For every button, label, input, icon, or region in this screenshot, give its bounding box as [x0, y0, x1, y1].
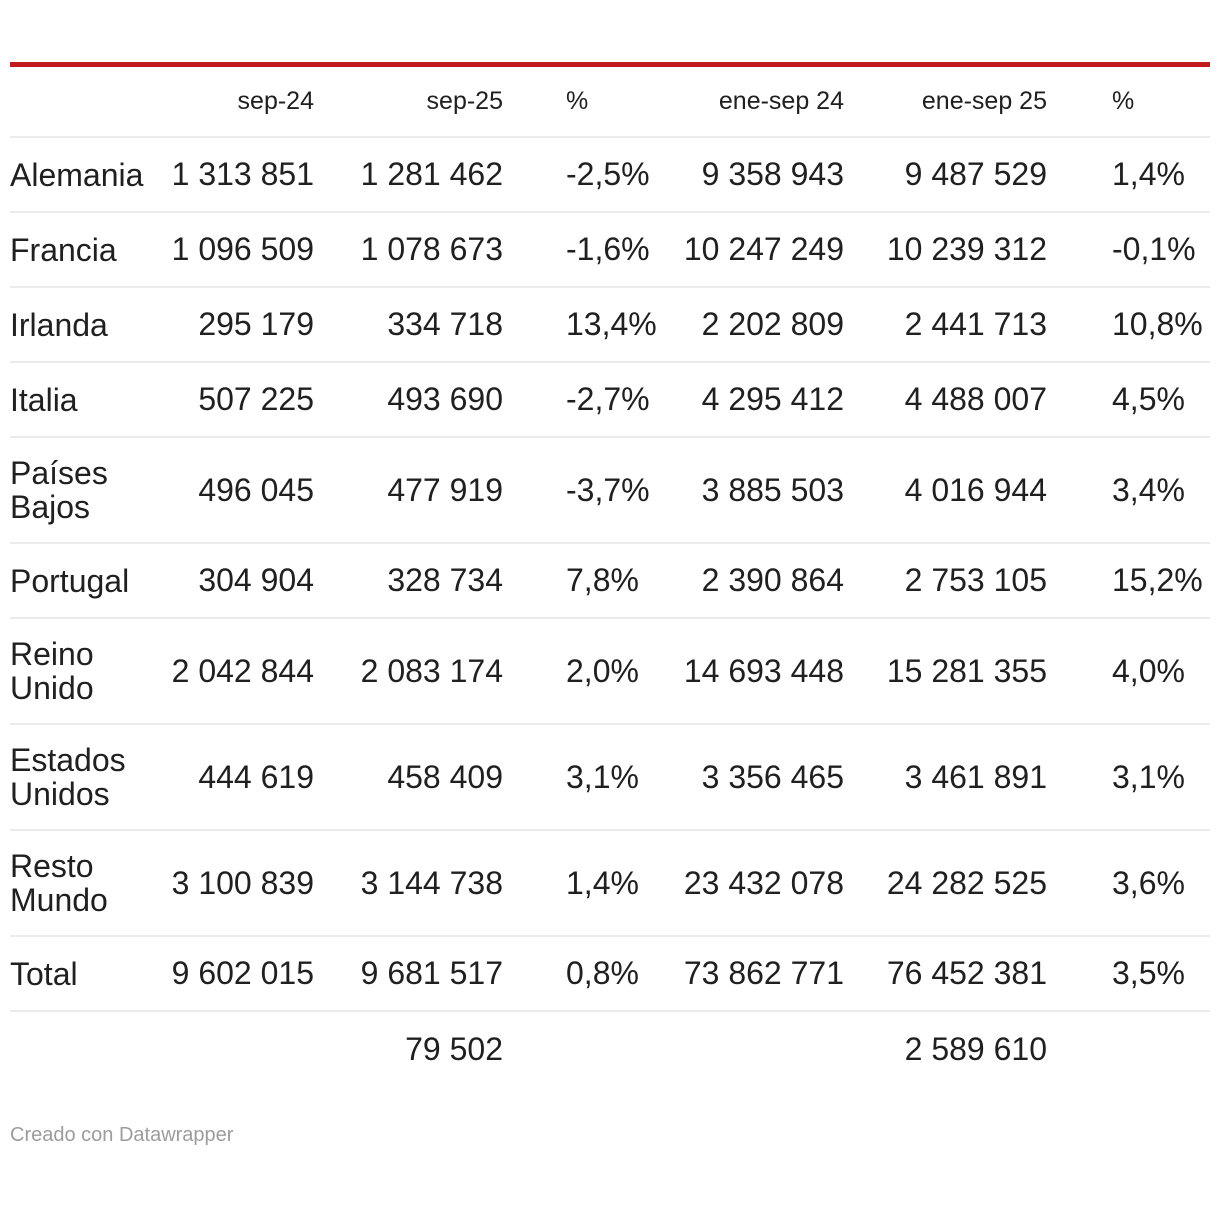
row-label: Italia	[10, 362, 170, 437]
row-label: Resto Mundo	[10, 830, 170, 936]
percent-cell: -0,1%	[1047, 212, 1210, 287]
percent-cell: 7,8%	[503, 543, 660, 618]
table-row	[10, 543, 1210, 618]
row-label: Portugal	[10, 543, 170, 618]
table-row	[10, 830, 1210, 936]
percent-cell: 3,1%	[1047, 724, 1210, 830]
table-row	[10, 287, 1210, 362]
percent-cell: 15,2%	[1047, 543, 1210, 618]
value-cell: 507 225	[170, 362, 314, 437]
percent-cell: 2,0%	[503, 618, 660, 724]
value-cell: 295 179	[170, 287, 314, 362]
row-label: Francia	[10, 212, 170, 287]
value-cell: 9 681 517	[314, 936, 503, 1011]
value-cell: 334 718	[314, 287, 503, 362]
value-cell: 328 734	[314, 543, 503, 618]
table-row	[10, 437, 1210, 543]
value-cell: 2 441 713	[844, 287, 1047, 362]
percent-cell: 3,4%	[1047, 437, 1210, 543]
row-label: Irlanda	[10, 287, 170, 362]
table-container	[0, 62, 1220, 1086]
value-cell: 304 904	[170, 543, 314, 618]
row-label: Reino Unido	[10, 618, 170, 724]
percent-cell: 0,8%	[503, 936, 660, 1011]
value-cell: 2 083 174	[314, 618, 503, 724]
percent-cell: 1,4%	[503, 830, 660, 936]
percent-cell: 10,8%	[1047, 287, 1210, 362]
value-cell: 4 295 412	[660, 362, 844, 437]
column-header: ene-sep 24	[660, 67, 844, 137]
value-cell: 3 885 503	[660, 437, 844, 543]
column-header: ene-sep 25	[844, 67, 1047, 137]
value-cell: 9 487 529	[904, 156, 1047, 192]
header-row	[10, 67, 1210, 137]
value-cell: 14 693 448	[660, 618, 844, 724]
value-cell: 2 589 610	[844, 1011, 1047, 1086]
value-cell: 9 358 943	[701, 156, 844, 192]
value-cell: 2 753 105	[844, 543, 1047, 618]
table-row	[10, 362, 1210, 437]
column-header	[10, 67, 170, 137]
percent-cell: -2,5%	[566, 156, 650, 192]
row-label	[10, 1011, 170, 1086]
value-cell: 493 690	[314, 362, 503, 437]
value-cell: 73 862 771	[660, 936, 844, 1011]
percent-cell: 1,4%	[1112, 156, 1185, 192]
table-row	[10, 137, 1210, 212]
row-label: Países Bajos	[10, 437, 170, 543]
data-table	[10, 67, 1210, 1086]
value-cell: 1 096 509	[170, 212, 314, 287]
value-cell: 10 239 312	[844, 212, 1047, 287]
value-cell: 15 281 355	[844, 618, 1047, 724]
row-label: Estados Unidos	[10, 724, 170, 830]
percent-cell: -1,6%	[503, 212, 660, 287]
value-cell: 76 452 381	[844, 936, 1047, 1011]
value-cell: 444 619	[170, 724, 314, 830]
percent-cell	[503, 1011, 660, 1086]
value-cell: 2 042 844	[170, 618, 314, 724]
percent-cell: -2,7%	[503, 362, 660, 437]
percent-cell: -3,7%	[503, 437, 660, 543]
value-cell: 79 502	[314, 1011, 503, 1086]
value-cell: 477 919	[314, 437, 503, 543]
percent-cell	[1047, 1011, 1210, 1086]
value-cell: 1 313 851	[171, 156, 314, 192]
datawrapper-credit-link[interactable]: Creado con Datawrapper	[10, 1124, 234, 1146]
percent-cell: 3,6%	[1047, 830, 1210, 936]
percent-cell: 4,5%	[1047, 362, 1210, 437]
column-header: sep-24	[170, 67, 314, 137]
value-cell: 10 247 249	[660, 212, 844, 287]
value-cell: 496 045	[170, 437, 314, 543]
column-header: sep-25	[314, 67, 503, 137]
table-row	[10, 724, 1210, 830]
value-cell: 3 356 465	[660, 724, 844, 830]
value-cell: 3 461 891	[844, 724, 1047, 830]
value-cell: 3 100 839	[170, 830, 314, 936]
table-row	[10, 1011, 1210, 1086]
column-header: %	[1047, 67, 1210, 137]
value-cell: 1 078 673	[314, 212, 503, 287]
value-cell: 4 016 944	[844, 437, 1047, 543]
value-cell	[170, 1011, 314, 1086]
value-cell: 9 602 015	[170, 936, 314, 1011]
percent-cell: 13,4%	[503, 287, 660, 362]
value-cell: 1 281 462	[360, 156, 503, 192]
value-cell: 3 144 738	[314, 830, 503, 936]
value-cell: 2 390 864	[660, 543, 844, 618]
percent-cell: 3,1%	[503, 724, 660, 830]
percent-cell: 4,0%	[1047, 618, 1210, 724]
table-row	[10, 618, 1210, 724]
percent-cell: 3,5%	[1047, 936, 1210, 1011]
value-cell	[660, 1011, 844, 1086]
table-row-total	[10, 936, 1210, 1011]
column-header: %	[503, 67, 660, 137]
row-label: Alemania	[10, 156, 144, 193]
value-cell: 4 488 007	[844, 362, 1047, 437]
value-cell: 23 432 078	[660, 830, 844, 936]
value-cell: 24 282 525	[844, 830, 1047, 936]
row-label: Total	[10, 936, 170, 1011]
value-cell: 458 409	[314, 724, 503, 830]
value-cell: 2 202 809	[660, 287, 844, 362]
table-row	[10, 212, 1210, 287]
